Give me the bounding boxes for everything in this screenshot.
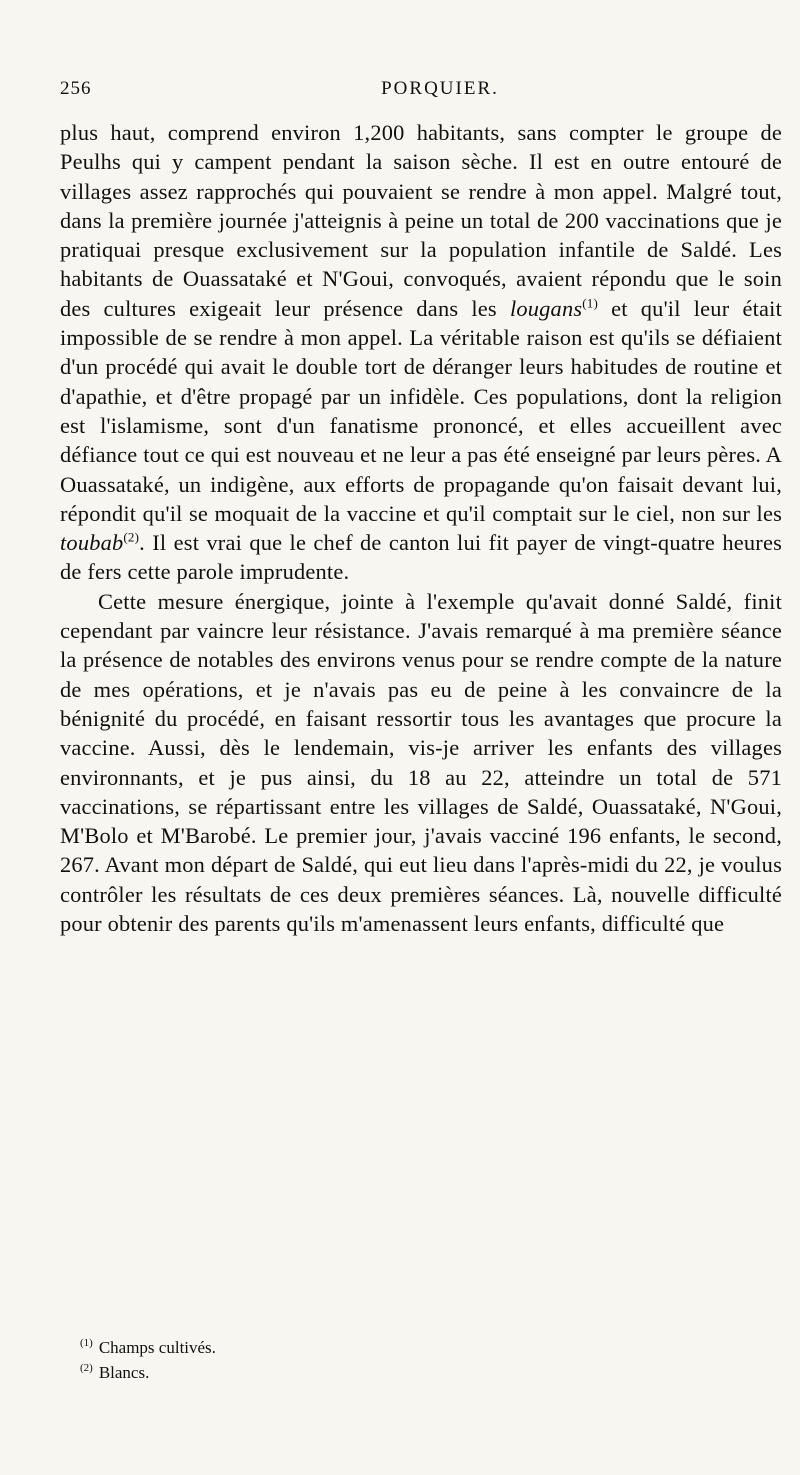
body-text — [60, 118, 782, 938]
footnote-text: Champs cultivés. — [98, 1338, 216, 1357]
paragraph-text: . Il est vrai que le chef de canton lui fit payer de vingt-quatre heures de fers cette parole imprudente. — [60, 530, 782, 585]
footnote-mark: (1) — [80, 1337, 93, 1350]
paragraph-text: et qu'il leur était impossible de se rendre à mon appel. La véritable raison est qu'ils se défiaient d'un procédé qui avait le double tort de déranger leurs habitudes de routine et d'apathie, et d'être propagé par un infidèle. Ces populations, dont la religion est l'islamisme, sont d'un fanatisme prononcé, et elles accueillent avec défiance tout ce qui est nouveau et ne leur a pas été enseigné par leurs pères. A Ouassataké, un indigène, aux efforts de propagande qu'on faisait devant lui, répondit qu'il se moquait de la vaccine et qu'il comptait sur le ciel, non sur les — [60, 295, 782, 526]
paragraph-text: plus haut, comprend environ 1,200 habitants, sans compter le groupe de Peulhs qui y campent pendant la saison sèche. Il est en outre entouré de villages assez rapprochés qui pouvaient se rendre à mon appel. Malgré tout, dans la première journée j'atteignis à peine un total de 200 vaccinations que je pratiquai presque exclusivement sur la population infantile de Saldé. Les habitants de Ouassataké et N'Goui, convoqués, avaient répondu que le soin des cultures exigeait leur présence dans les — [60, 120, 782, 321]
footnotes — [80, 1335, 760, 1385]
italic-term: toubab — [60, 530, 124, 556]
footnote-mark: (2) — [80, 1362, 93, 1375]
footnote-reference[interactable]: (2) — [123, 529, 140, 545]
running-head: PORQUIER. — [381, 78, 499, 99]
page-header — [60, 78, 760, 108]
italic-term: lougans — [509, 295, 583, 321]
paragraph — [60, 118, 782, 587]
footnote — [80, 1360, 760, 1385]
page-number: 256 — [60, 78, 92, 99]
footnote-reference[interactable]: (1) — [582, 295, 599, 311]
footnote-text: Blancs. — [98, 1363, 150, 1382]
paragraph: Cette mesure énergique, jointe à l'exemple qu'avait donné Saldé, finit cependant par vaincre leur résistance. J'avais remarqué à ma première séance la présence de notables des environs venus pour se rendre compte de la nature de mes opérations, et je n'avais pas eu de peine à les convaincre de la bénignité du procédé, en faisant ressortir tous les avantages que procure la vaccine. Aussi, dès le lendemain, vis-je arriver les enfants des villages environnants, et je pus ainsi, du 18 au 22, atteindre un total de 571 vaccinations, se répartissant entre les villages de Saldé, Ouassataké, N'Goui, M'Bolo et M'Barobé. Le premier jour, j'avais vacciné 196 enfants, le second, 267. Avant mon départ de Saldé, qui eut lieu dans l'après-midi du 22, je voulus contrôler les résultats de ces deux premières séances. Là, nouvelle difficulté pour obtenir des parents qu'ils m'amenassent leurs enfants, difficulté que — [60, 588, 782, 937]
footnote — [80, 1335, 760, 1360]
